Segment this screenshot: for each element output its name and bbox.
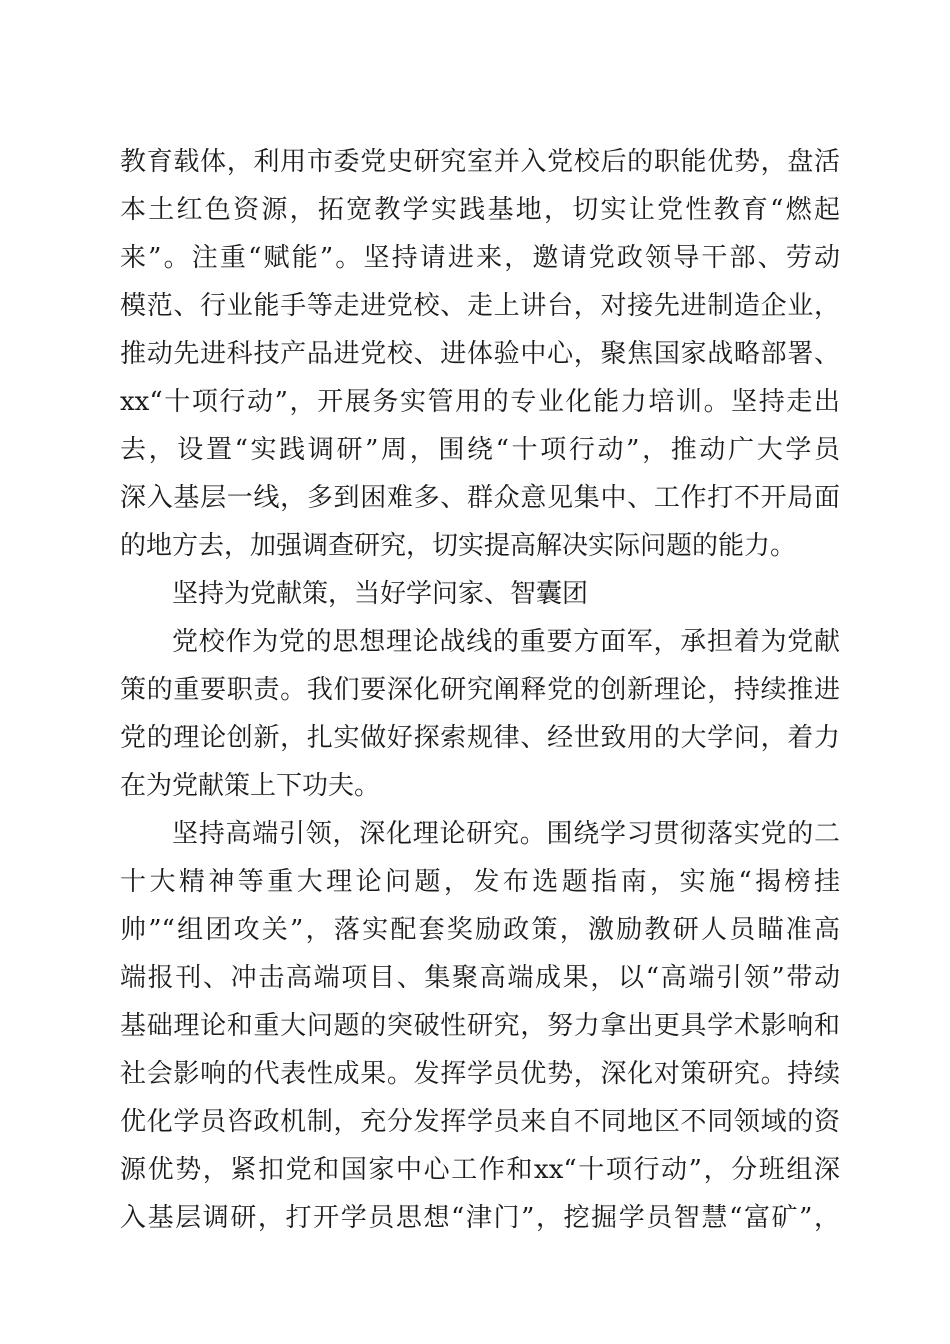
text-line: 坚持高端引领，深化理论研究。围绕学习贯彻落实党的二 xyxy=(172,819,840,849)
section-heading: 坚持为党献策，当好学问家、智囊团 xyxy=(172,579,589,609)
text-line: 源优势，紧扣党和国家中心工作和xx“十项行动”，分班组深 xyxy=(120,1155,840,1185)
text-line: 入基层调研，打开学员思想“津门”，挖掘学员智慧“富矿”， xyxy=(120,1203,840,1233)
text-line: 基础理论和重大问题的突破性研究，努力拿出更具学术影响和 xyxy=(120,1011,840,1041)
text-line: 来”。注重“赋能”。坚持请进来，邀请党政领导干部、劳动 xyxy=(120,243,840,273)
text-line: 在为党献策上下功夫。 xyxy=(120,771,381,801)
text-line: 社会影响的代表性成果。发挥学员优势，深化对策研究。持续 xyxy=(120,1059,840,1089)
text-line: 去，设置“实践调研”周，围绕“十项行动”，推动广大学员 xyxy=(120,435,840,465)
text-line: 教育载体，利用市委党史研究室并入党校后的职能优势，盘活 xyxy=(120,147,840,177)
text-line: 十大精神等重大理论问题，发布选题指南，实施“揭榜挂 xyxy=(120,867,840,897)
text-line: 本土红色资源，拓宽教学实践基地，切实让党性教育“燃起 xyxy=(120,195,840,225)
text-line: 帅”“组团攻关”，落实配套奖励政策，激励教研人员瞄准高 xyxy=(120,915,840,945)
text-line: 端报刊、冲击高端项目、集聚高端成果，以“高端引领”带动 xyxy=(120,963,840,993)
text-line: 推动先进科技产品进党校、进体验中心，聚焦国家战略部署、 xyxy=(120,339,840,369)
text-line: xx“十项行动”，开展务实管用的专业化能力培训。坚持走出 xyxy=(120,387,840,417)
text-line: 党校作为党的思想理论战线的重要方面军，承担着为党献 xyxy=(172,627,840,657)
text-line: 模范、行业能手等走进党校、走上讲台，对接先进制造企业， xyxy=(120,291,840,321)
text-line: 策的重要职责。我们要深化研究阐释党的创新理论，持续推进 xyxy=(120,675,840,705)
text-line: 的地方去，加强调查研究，切实提高解决实际问题的能力。 xyxy=(120,531,797,561)
text-line: 优化学员咨政机制，充分发挥学员来自不同地区不同领域的资 xyxy=(120,1107,840,1137)
text-line: 党的理论创新，扎实做好探索规律、经世致用的大学问，着力 xyxy=(120,723,840,753)
text-line: 深入基层一线，多到困难多、群众意见集中、工作打不开局面 xyxy=(120,483,840,513)
